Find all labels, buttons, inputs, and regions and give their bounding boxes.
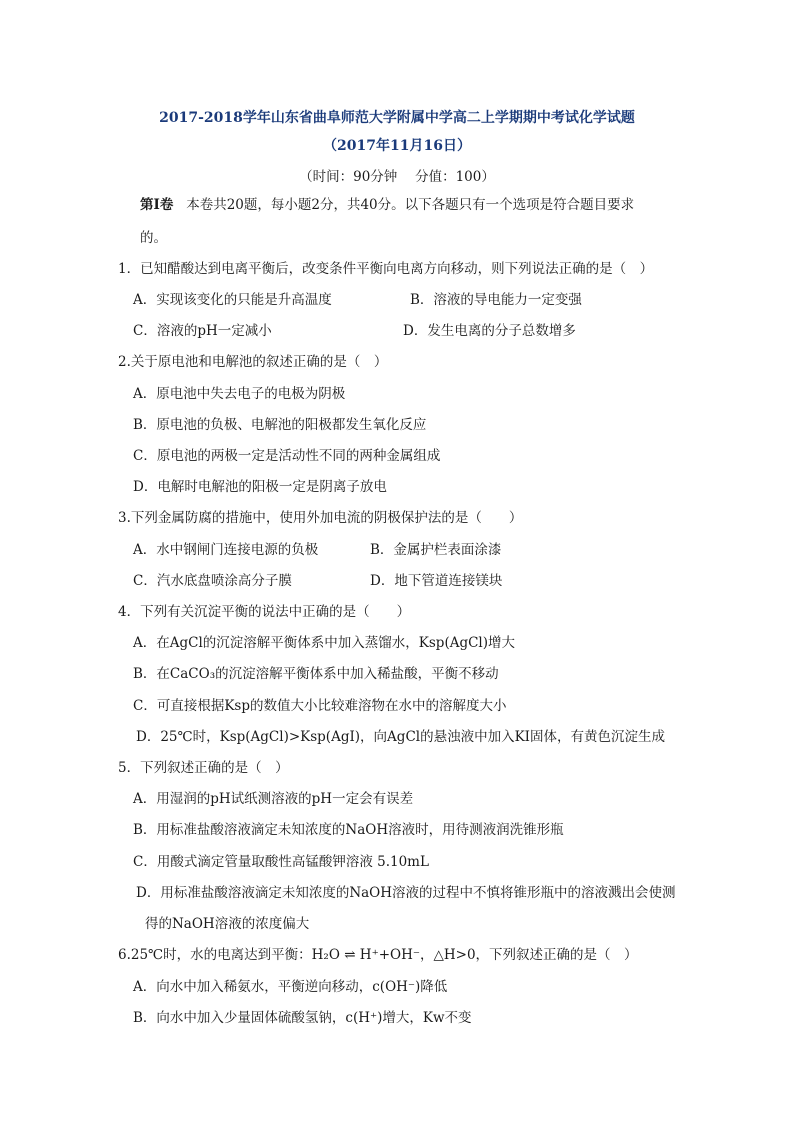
question-5-option-d: D．用标准盐酸溶液滴定未知浓度的NaOH溶液的过程中不慎将锥形瓶中的溶液溅出会使测 <box>136 885 676 901</box>
question-2-option-b: B．原电池的负极、电解池的阳极都发生氧化反应 <box>133 417 427 433</box>
question-4-option-d: D．25℃时，Ksp(AgCl)>Ksp(AgI)，向AgCl的悬浊液中加入KI固体，有黄色沉淀生成 <box>136 729 666 745</box>
question-2-stem: 2.关于原电池和电解池的叙述正确的是（ ） <box>118 354 388 370</box>
question-6-stem: 6.25℃时，水的电离达到平衡：H₂O ⇌ H⁺+OH⁻，△H>0，下列叙述正确的是（ ） <box>118 947 638 963</box>
question-3-option-c: C．汽水底盘喷涂高分子膜 <box>133 573 292 589</box>
question-4-option-c: C．可直接根据Ksp的数值大小比较难溶物在水中的溶解度大小 <box>133 698 507 714</box>
question-5-option-c: C．用酸式滴定管量取酸性高锰酸钾溶液 5.10mL <box>133 854 429 870</box>
section-intro-cont: 的。 <box>140 230 167 246</box>
question-3-option-b: B．金属护栏表面涂漆 <box>370 542 502 558</box>
question-6-option-a: A．向水中加入稀氨水，平衡逆向移动，c(OH⁻)降低 <box>133 979 448 995</box>
question-5-option-a: A．用湿润的pH试纸测溶液的pH一定会有误差 <box>133 791 414 807</box>
question-4-option-a: A．在AgCl的沉淀溶解平衡体系中加入蒸馏水，Ksp(AgCl)增大 <box>133 635 516 651</box>
question-2-option-a: A．原电池中失去电子的电极为阴极 <box>133 386 346 402</box>
question-1-stem: 1．已知醋酸达到电离平衡后，改变条件平衡向电离方向移动，则下列说法正确的是（ ） <box>118 261 654 277</box>
question-1-option-b: B．溶液的导电能力一定变强 <box>410 292 582 308</box>
question-4-stem: 4．下列有关沉淀平衡的说法中正确的是（ ） <box>118 604 411 620</box>
question-5-option-d-cont: 得的NaOH溶液的浓度偏大 <box>145 916 310 932</box>
question-2-option-d: D．电解时电解池的阳极一定是阴离子放电 <box>133 479 387 495</box>
question-1-option-d: D．发生电离的分子总数增多 <box>403 323 576 339</box>
question-1-option-a: A．实现该变化的只能是升高温度 <box>133 292 332 308</box>
question-4-option-b: B．在CaCO₃的沉淀溶解平衡体系中加入稀盐酸，平衡不移动 <box>133 666 499 682</box>
question-5-stem: 5．下列叙述正确的是（ ） <box>118 760 289 776</box>
question-6-option-b: B．向水中加入少量固体硫酸氢钠，c(H⁺)增大，Kw不变 <box>133 1010 472 1026</box>
section-intro-text: 本卷共20题，每小题2分，共40分。以下各题只有一个选项是符合题目要求 <box>186 197 635 213</box>
question-3-stem: 3.下列金属防腐的措施中，使用外加电流的阴极保护法的是（ ） <box>118 510 523 526</box>
exam-date: （2017年11月16日） <box>323 138 471 154</box>
exam-title: 2017-2018学年山东省曲阜师范大学附属中学高二上学期期中考试化学试题 <box>159 110 635 126</box>
section-intro <box>140 196 634 214</box>
question-3-option-a: A．水中钢闸门连接电源的负极 <box>133 542 319 558</box>
section-label: 第Ⅰ卷 <box>140 197 174 213</box>
question-5-option-b: B．用标准盐酸溶液滴定未知浓度的NaOH溶液时，用待测液润洗锥形瓶 <box>133 822 564 838</box>
question-1-option-c: C．溶液的pH一定减小 <box>133 323 272 339</box>
question-2-option-c: C．原电池的两极一定是活动性不同的两种金属组成 <box>133 448 441 464</box>
exam-meta: （时间：90分钟 分值：100） <box>299 169 495 185</box>
question-3-option-d: D．地下管道连接镁块 <box>370 573 503 589</box>
